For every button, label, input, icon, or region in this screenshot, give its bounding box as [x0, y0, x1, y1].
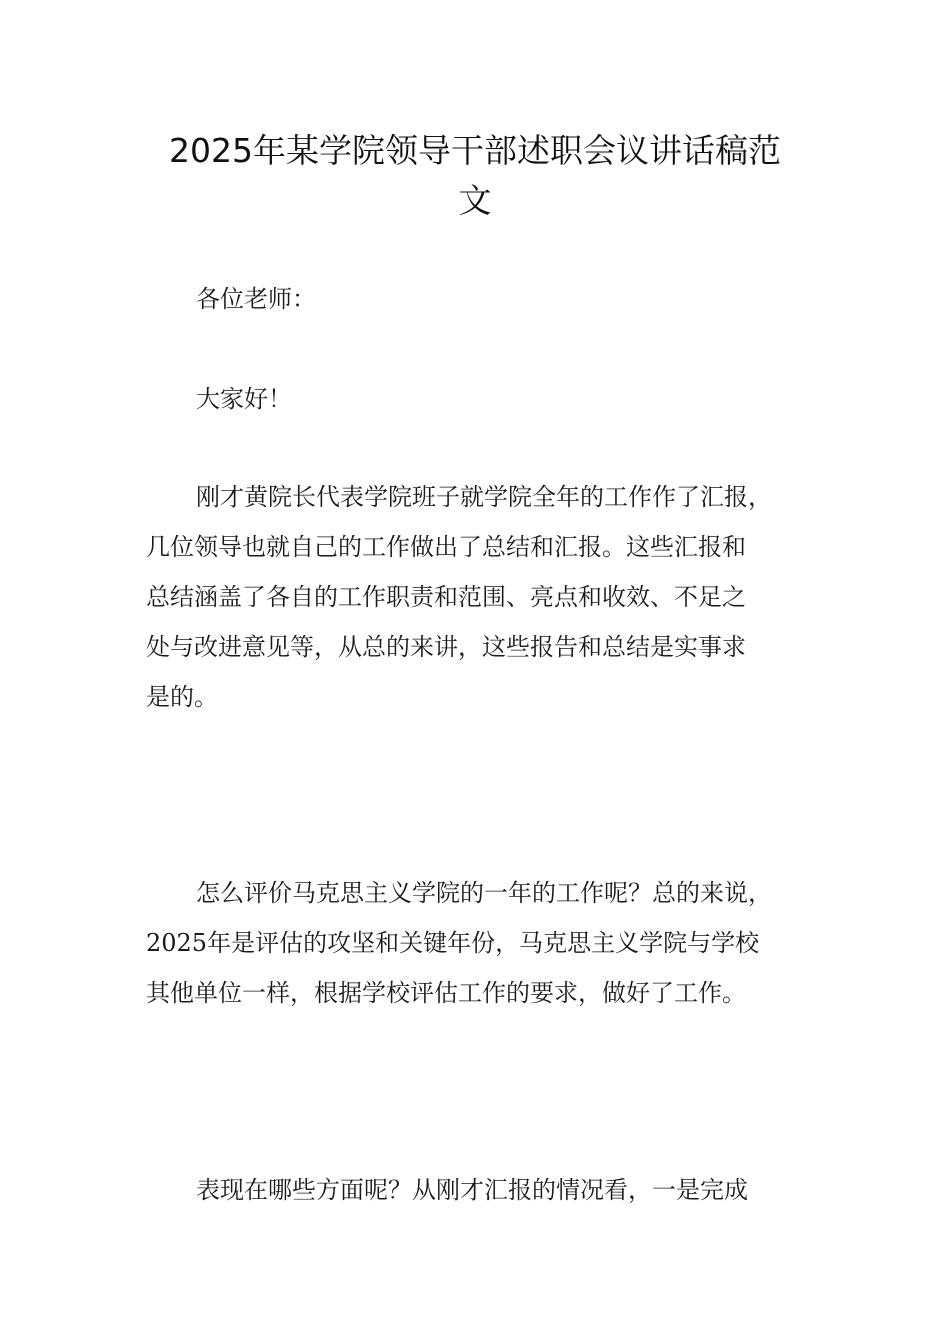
- paragraph-1-line-2: 几位领导也就自己的工作做出了总结和汇报。这些汇报和: [146, 533, 746, 561]
- title-line-2: 文: [458, 181, 492, 220]
- paragraph-1-line-5: 是的。: [146, 683, 218, 711]
- title-line-1: 2025年某学院领导干部述职会议讲话稿范: [169, 131, 781, 170]
- greeting: 大家好！: [196, 385, 292, 413]
- paragraph-2-line-2: 2025年是评估的攻坚和关键年份，马克思主义学院与学校: [146, 929, 760, 957]
- document-title: [120, 126, 830, 226]
- paragraph-1-line-3: 总结涵盖了各自的工作职责和范围、亮点和收效、不足之: [146, 583, 746, 611]
- paragraph-2-line-1: 怎么评价马克思主义学院的一年的工作呢？总的来说，: [196, 879, 772, 907]
- paragraph-3-line-1: 表现在哪些方面呢？从刚才汇报的情况看，一是完成: [196, 1176, 748, 1204]
- salutation: 各位老师：: [196, 285, 316, 313]
- paragraph-1-line-4: 处与改进意见等，从总的来讲，这些报告和总结是实事求: [146, 633, 746, 661]
- paragraph-2-line-3: 其他单位一样，根据学校评估工作的要求，做好了工作。: [146, 979, 746, 1007]
- paragraph-1-line-1: 刚才黄院长代表学院班子就学院全年的工作作了汇报，: [196, 483, 772, 511]
